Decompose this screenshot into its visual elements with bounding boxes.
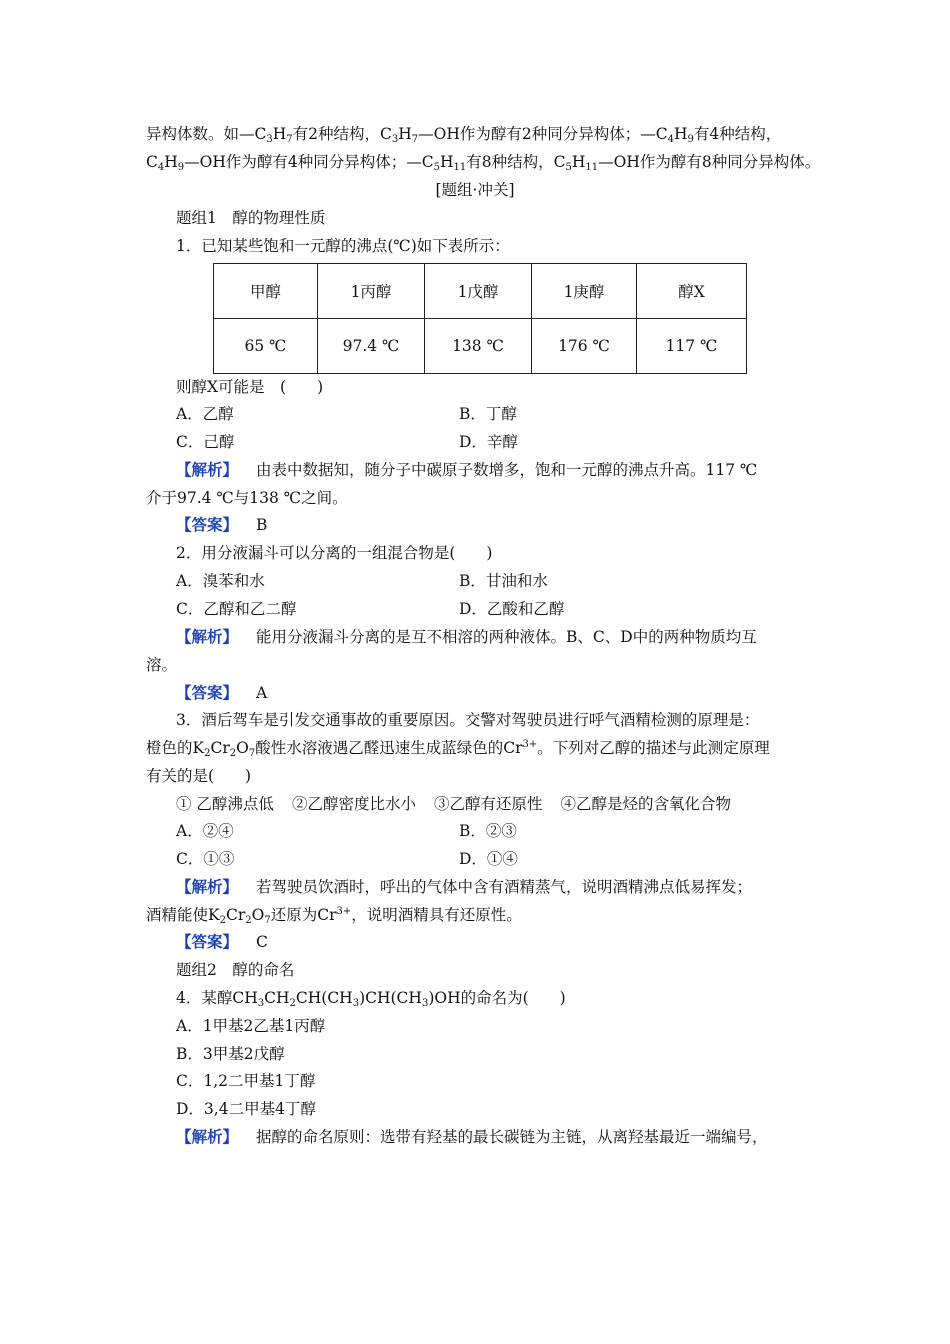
q4-analysis-line-1: 【解析】 据醇的命名原则：选带有羟基的最长碳链为主链，从离羟基最近一端编号， [176, 1127, 768, 1146]
q2-analysis-line-2: 溶。 [146, 656, 178, 674]
table-value-cell: 138 ℃ [425, 319, 532, 374]
q3-items [176, 794, 731, 814]
answer-value: A [256, 684, 268, 702]
q2-option-a: A．溴苯和水 [176, 572, 265, 590]
answer-label: 【答案】 [176, 515, 239, 534]
analysis-label: 【解析】 [176, 1127, 239, 1146]
q3-analysis-line-2: 酒精能使$K_2Cr_2O_7$还原为$Cr^{3+}$，说明酒精具有还原性。 [146, 906, 522, 926]
q2-answer [176, 683, 267, 703]
q3-stem-line-3: 有关的是( ) [146, 767, 252, 785]
q1-option-b: B．丁醇 [459, 405, 517, 423]
q4-stem: 4．某醇$CH_3CH_2CH(CH_3)CH(CH_3)OH$的命名为( ) [176, 989, 566, 1009]
q4-option-a: A．1甲基2乙基1丙醇 [176, 1017, 326, 1035]
table-header-cell: 1丙醇 [318, 264, 425, 319]
q2-option-b: B．甘油和水 [459, 572, 548, 590]
group2-title: 题组2 醇的命名 [176, 961, 295, 979]
q3-analysis-line-1: 【解析】 若驾驶员饮酒时，呼出的气体中含有酒精蒸气，说明酒精沸点低易挥发； [176, 877, 753, 896]
table-header-cell: 1戊醇 [425, 264, 532, 319]
q3-option-d: D．①④ [459, 850, 518, 868]
table-value-cell: 97.4 ℃ [318, 319, 425, 374]
q3-option-b: B．②③ [459, 822, 517, 840]
q3-option-c: C．①③ [176, 850, 235, 868]
table-value-cell: 65 ℃ [214, 319, 318, 374]
q2-stem: 2．用分液漏斗可以分离的一组混合物是( ) [176, 544, 493, 562]
analysis-label: 【解析】 [176, 627, 239, 646]
answer-value: C [256, 933, 268, 951]
answer-label: 【答案】 [176, 683, 239, 702]
intro-line-2: $C_4H_9—OH$作为醇有4种同分异构体；$—C_5H_{11}$有8种结构，$C_5H_{11}—OH$作为醇有8种同分异构体。 [146, 153, 821, 173]
q1-option-c: C．己醇 [176, 433, 235, 451]
table-value-row [214, 319, 747, 374]
q3-stem-line-2: 橙色的$K_2Cr_2O_7$酸性水溶液遇乙醛迅速生成蓝绿色的$Cr^{3+}$。下列对乙醇的描述与此测定原理 [146, 739, 770, 759]
q1-option-d: D．辛醇 [459, 433, 518, 451]
q1-answer [176, 515, 267, 535]
q1-stem: 1．已知某些饱和一元醇的沸点(℃)如下表所示： [176, 237, 510, 255]
q3-stem-line-1: 3．酒后驾车是引发交通事故的重要原因。交警对驾驶员进行呼气酒精检测的原理是： [176, 711, 760, 729]
q3-option-a: A．②④ [176, 822, 234, 840]
intro-line-1: 异构体数。如$—C_3H_7$有2种结构，$C_3H_7—OH$作为醇有2种同分异构体；$—C_4H_9$有4种结构， [146, 125, 782, 145]
answer-value: B [256, 516, 268, 534]
q1-analysis-line-1: 【解析】 由表中数据知，随分子中碳原子数增多，饱和一元醇的沸点升高。117 ℃ [176, 460, 758, 479]
q2-analysis-line-1: 【解析】 能用分液漏斗分离的是互不相溶的两种液体。B、C、D中的两种物质均互 [176, 627, 757, 646]
q3-item-4: ④乙醇是烃的含氧化合物 [560, 795, 731, 813]
q1-question: 则醇X可能是 ( ) [176, 378, 324, 396]
q1-option-a: A．乙醇 [176, 405, 234, 423]
section-header: [题组·冲关] [435, 181, 515, 199]
table-header-cell: 1庚醇 [532, 264, 637, 319]
analysis-label: 【解析】 [176, 460, 239, 479]
table-header-cell: 醇X [637, 264, 747, 319]
boiling-point-table [213, 263, 747, 374]
table-value-cell: 117 ℃ [637, 319, 747, 374]
table-value-cell: 176 ℃ [532, 319, 637, 374]
q4-option-c: C．1,2二甲基1丁醇 [176, 1072, 316, 1090]
table-header-row [214, 264, 747, 319]
table-header-cell: 甲醇 [214, 264, 318, 319]
answer-label: 【答案】 [176, 932, 239, 951]
q4-option-b: B．3甲基2戊醇 [176, 1045, 285, 1063]
q3-item-2: ②乙醇密度比水小 [291, 795, 416, 813]
q3-item-1: ① 乙醇沸点低 [176, 795, 274, 813]
q1-analysis-line-2: 介于97.4 ℃与138 ℃之间。 [146, 489, 348, 507]
q4-option-d: D．3,4二甲基4丁醇 [176, 1100, 316, 1118]
group1-title: 题组1 醇的物理性质 [176, 209, 326, 227]
q3-item-3: ③乙醇有还原性 [433, 795, 543, 813]
q2-option-c: C．乙醇和乙二醇 [176, 600, 297, 618]
analysis-label: 【解析】 [176, 877, 239, 896]
q3-answer [176, 932, 268, 952]
q2-option-d: D．乙酸和乙醇 [459, 600, 565, 618]
